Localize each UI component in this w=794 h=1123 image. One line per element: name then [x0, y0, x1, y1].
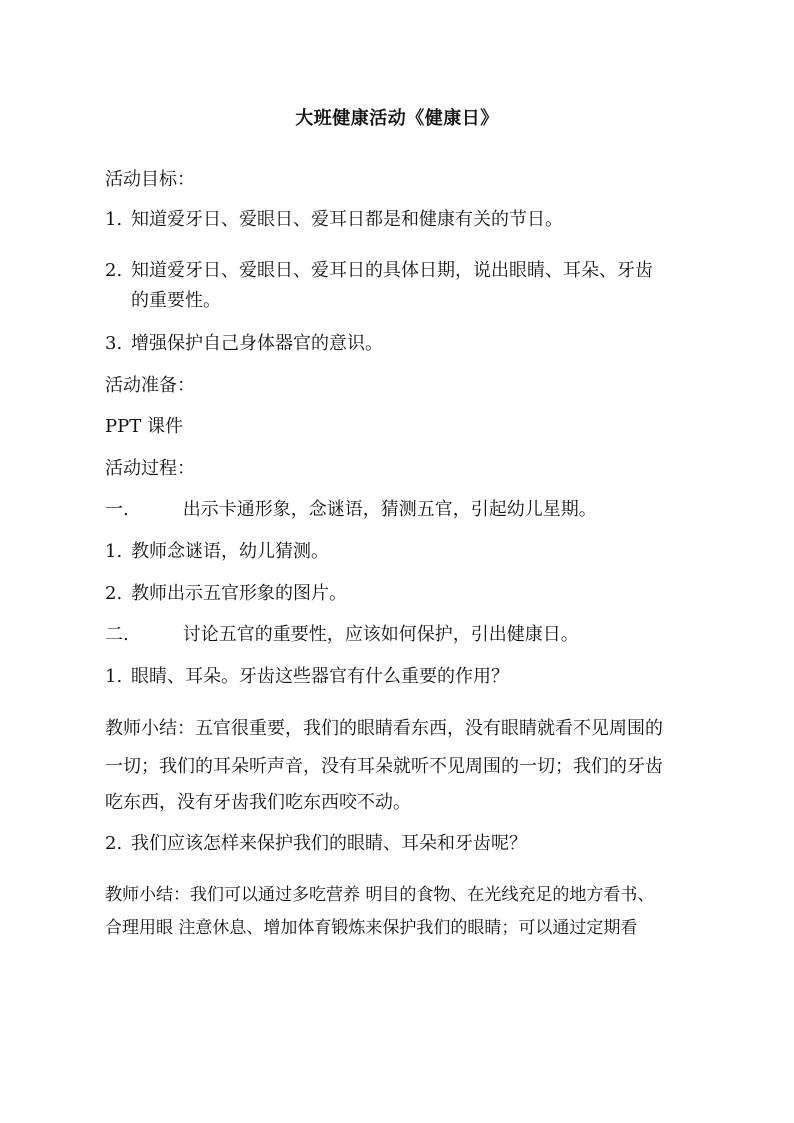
part-1-number: 一. [105, 499, 129, 520]
goal-item-3 [105, 331, 695, 357]
goal-item-1 [105, 207, 695, 233]
part-2-text: 讨论五官的重要性，应该如何保护，引出健康日。 [182, 624, 579, 645]
part-2-question-2 [105, 831, 695, 857]
process-part-1 [105, 497, 695, 523]
summary-1-line-2: 一切；我们的耳朵听声音，没有耳朵就听不见周围的一切；我们的牙齿 [105, 756, 663, 777]
question-1-number: 1. [105, 666, 123, 687]
summary-1-line-1: 教师小结：五官很重要，我们的眼睛看东西，没有眼睛就看不见周围的 [105, 718, 663, 739]
goal-item-2 [105, 258, 695, 284]
goal-1-text: 知道爱牙日、爱眼日、爱耳日都是和健康有关的节日。 [131, 209, 563, 230]
step-2-number: 2. [105, 583, 123, 604]
goals-heading: 活动目标： [105, 169, 195, 190]
process-part-2 [105, 622, 695, 648]
question-2-text: 我们应该怎样来保护我们的眼睛、耳朵和牙齿呢？ [131, 833, 527, 854]
goal-3-number: 3. [105, 333, 123, 354]
part-1-step-2 [105, 581, 695, 607]
goal-item-2-continuation [105, 288, 721, 314]
goal-2-text-line1: 知道爱牙日、爱眼日、爱耳日的具体日期，说出眼睛、耳朵、牙齿 [131, 260, 653, 281]
summary-1-line-3: 吃东西，没有牙齿我们吃东西咬不动。 [105, 792, 411, 813]
part-2-number: 二. [105, 624, 129, 645]
preparation-text: PPT 课件 [105, 416, 183, 437]
part-1-step-1 [105, 539, 695, 565]
summary-2-line-2: 合理用眼 注意休息、增加体育锻炼来保护我们的眼睛；可以通过定期看 [105, 918, 638, 938]
part-1-text: 出示卡通形象，念谜语，猜测五官，引起幼儿星期。 [182, 499, 597, 520]
question-2-number: 2. [105, 833, 123, 854]
document-title: 大班健康活动《健康日》 [295, 108, 499, 129]
step-1-text: 教师念谜语，幼儿猜测。 [131, 541, 329, 562]
preparation-heading: 活动准备： [105, 375, 195, 396]
goal-1-number: 1. [105, 209, 123, 230]
process-heading: 活动过程： [105, 458, 195, 479]
step-1-number: 1. [105, 541, 123, 562]
summary-2-line-1: 教师小结：我们可以通过多吃营养 明目的食物、在光线充足的地方看书、 [105, 885, 655, 905]
step-2-text: 教师出示五官形象的图片。 [131, 583, 347, 604]
goal-2-number: 2. [105, 260, 123, 281]
goal-3-text: 增强保护自己身体器官的意识。 [131, 333, 383, 354]
goal-2-text-line2: 的重要性。 [131, 290, 221, 311]
question-1-text: 眼睛、耳朵。牙齿这些器官有什么重要的作用？ [131, 666, 509, 687]
part-2-question-1 [105, 664, 695, 690]
